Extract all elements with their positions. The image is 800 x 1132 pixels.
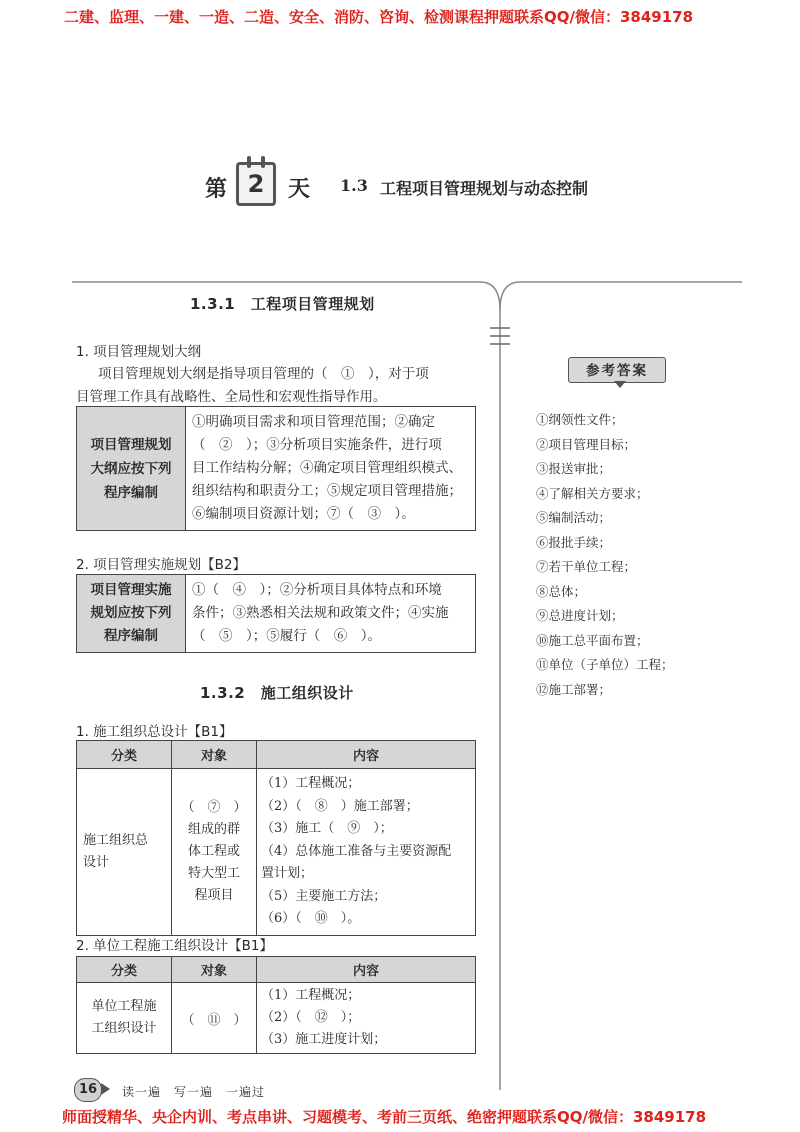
day-suffix: 天: [288, 176, 311, 202]
answer-list: [536, 410, 674, 704]
bottom-promo-banner: 师面授精华、央企内训、考点串讲、习题模考、考前三页纸、绝密押题联系QQ/微信：3849178: [62, 1108, 707, 1126]
answer-title: 参考答案: [586, 363, 648, 379]
content-line: 目工作结构分解；④确定项目管理组织模式、: [192, 460, 462, 476]
category-cell: [77, 769, 172, 936]
column-header: 内容: [257, 741, 476, 769]
content-line: 条件；③熟悉相关法规和政策文件；④实施: [192, 605, 449, 621]
footer-slogan: 读一遍 写一遍 一遍过: [122, 1085, 266, 1099]
answer-item: ⑫施工部署；: [536, 681, 612, 697]
column-header: 分类: [77, 741, 172, 769]
cell-line: （2）（ ⑫ ）；: [261, 1010, 361, 1025]
object-cell: [172, 769, 257, 936]
content-cell: [257, 769, 476, 936]
content-line: ⑥编制项目资源计划；⑦（ ③ ）。: [192, 506, 415, 522]
page-number-badge: [74, 1078, 102, 1102]
table-content-cell: [186, 575, 476, 653]
cell-line: （2）（ ⑧ ）施工部署；: [261, 798, 419, 814]
content-line: （ ⑤ ）；⑤履行（ ⑥ ）。: [192, 628, 381, 644]
cell-line: 工组织设计: [91, 1021, 157, 1036]
label-line: 项目管理实施: [90, 582, 172, 598]
table-label-cell: [77, 407, 186, 531]
cell-line: （3）施工（ ⑨ ）；: [261, 821, 393, 836]
section-number: 1.3: [340, 176, 368, 195]
paragraph-line: 目管理工作具有战略性、全局性和宏观性指导作用。: [76, 389, 387, 405]
content-line: ①（ ④ ）；②分析项目具体特点和环境: [192, 582, 442, 598]
column-header: 对象: [172, 957, 257, 983]
answer-item: ④了解相关方要求；: [536, 485, 649, 501]
cell-line: 程项目: [194, 887, 234, 903]
subsection-title: 2. 项目管理实施规划【B2】: [76, 557, 247, 573]
answer-item: ⑪单位（子单位）工程；: [536, 657, 674, 672]
content-line: （ ② ）；③分析项目实施条件，进行项: [192, 437, 442, 453]
subsection-title: 1. 施工组织总设计【B1】: [76, 724, 233, 740]
subsection-title: 1. 项目管理规划大纲: [76, 344, 202, 360]
cell-line: （1）工程概况；: [261, 988, 361, 1003]
calendar-icon: [236, 162, 276, 206]
day-number: 2: [247, 170, 265, 198]
paragraph-line: 项目管理规划大纲是指导项目管理的（ ① ），对于项: [98, 366, 429, 382]
answer-item: ⑧总体；: [536, 583, 587, 599]
label-line: 规划应按下列: [90, 605, 172, 621]
cell-line: （5）主要施工方法；: [261, 888, 387, 904]
general-design-table: [76, 740, 476, 936]
cell-line: 单位工程施: [91, 999, 157, 1014]
table-content-cell: [186, 407, 476, 531]
cell-line: 置计划；: [261, 866, 314, 881]
content-line: ①明确项目需求和项目管理范围；②确定: [192, 414, 435, 430]
cell-line: 组成的群: [187, 821, 240, 837]
answer-title-badge: [568, 357, 666, 383]
cell-line: （ ⑪ ）: [181, 1012, 247, 1028]
badge-pointer-icon: [614, 381, 626, 389]
column-header: 分类: [77, 957, 172, 983]
section-heading-132: 1.3.2 施工组织设计: [200, 684, 354, 702]
answer-item: ⑩施工总平面布置；: [536, 632, 649, 648]
cell-line: 体工程或: [187, 843, 240, 859]
column-header: 内容: [257, 957, 476, 983]
page-number: 16: [78, 1082, 98, 1097]
cell-line: （3）施工进度计划；: [261, 1032, 387, 1047]
content-cell: [257, 983, 476, 1054]
section-title: 工程项目管理规划与动态控制: [380, 179, 589, 198]
cell-line: （ ⑦ ）: [181, 799, 247, 815]
day-prefix: 第: [205, 176, 228, 202]
label-line: 程序编制: [104, 628, 158, 644]
procedure-table-outline: [76, 406, 476, 531]
answer-item: ⑨总进度计划；: [536, 608, 624, 623]
content-line: 组织结构和职责分工；⑤规定项目管理措施；: [192, 483, 462, 499]
label-line: 大纲应按下列: [90, 460, 172, 477]
object-cell: [172, 983, 257, 1054]
cell-line: 施工组织总: [83, 832, 149, 848]
arrow-right-icon: [101, 1083, 111, 1095]
cell-line: （1）工程概况；: [261, 776, 361, 791]
label-line: 项目管理规划: [90, 436, 172, 453]
label-line: 程序编制: [104, 484, 158, 501]
category-cell: [77, 983, 172, 1054]
answer-item: ②项目管理目标；: [536, 436, 637, 452]
implementation-table: [76, 574, 476, 653]
answer-item: ③报送审批；: [536, 461, 612, 476]
unit-design-table: [76, 956, 476, 1054]
answer-item: ⑤编制活动；: [536, 510, 612, 525]
column-header: 对象: [172, 741, 257, 769]
cell-line: （6）（ ⑩ ）。: [261, 911, 361, 926]
cell-line: （4）总体施工准备与主要资源配: [261, 843, 452, 859]
section-heading-131: 1.3.1 工程项目管理规划: [190, 295, 375, 313]
cell-line: 设计: [83, 854, 110, 870]
answer-item: ⑥报批手续；: [536, 534, 612, 550]
table-label-cell: [77, 575, 186, 653]
cell-line: 特大型工: [187, 865, 240, 881]
top-promo-banner: 二建、监理、一建、一造、二造、安全、消防、咨询、检测课程押题联系QQ/微信：3849178: [64, 8, 694, 26]
subsection-title: 2. 单位工程施工组织设计【B1】: [76, 938, 274, 954]
answer-item: ⑦若干单位工程；: [536, 559, 637, 574]
answer-item: ①纲领性文件；: [536, 412, 624, 427]
